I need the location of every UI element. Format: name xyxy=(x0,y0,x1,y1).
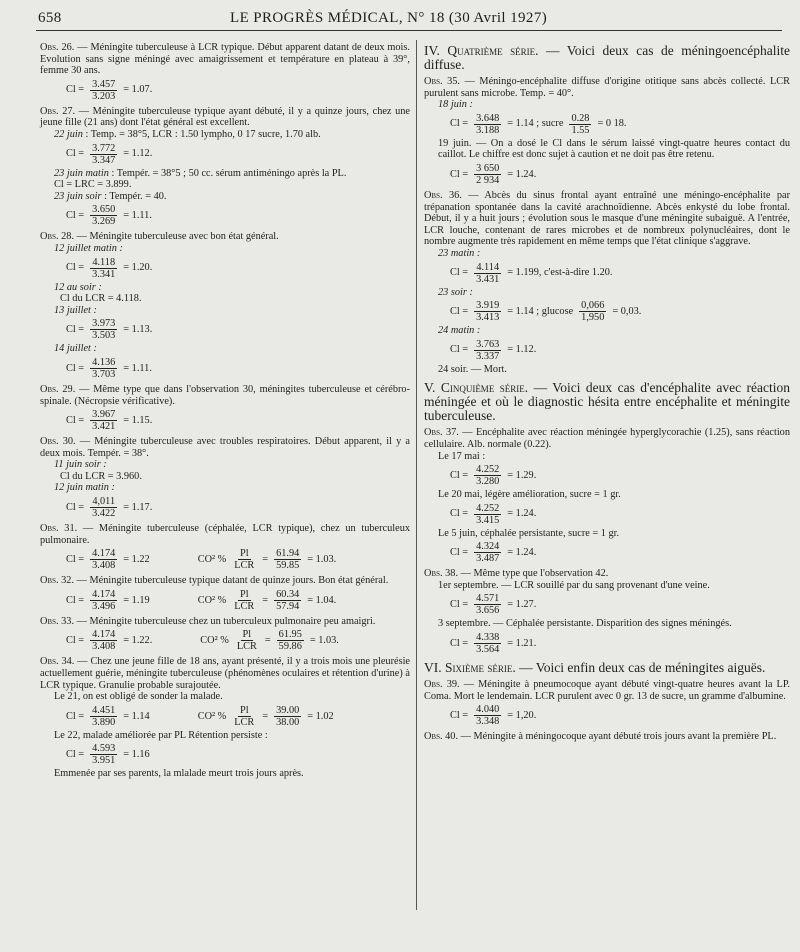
page-header xyxy=(0,4,800,28)
obs-38-line: 1er septembre. — LCR souillé par du sang provenant d'une veine. xyxy=(438,579,710,591)
obs-30-date: 12 juin matin : xyxy=(54,482,115,494)
obs-38-formula: Cl = $\frac{4.571}{3.656}$ = 1.27. xyxy=(450,593,537,617)
obs-37-line: Le 20 mai, légère amélioration, sucre = 1 gr. xyxy=(438,489,621,501)
obs-32-formula: Cl = $\frac{4.174}{3.496}$ = 1.19 CO² % $\frac{Pl}{\text{LCR}}$ = $\frac{60.34}{57.94}$ = 1.04. xyxy=(66,588,337,612)
obs-36-formula: Cl = $\frac{4.114}{3.431}$ = 1.199, c'est-à-dire 1.20. xyxy=(450,261,613,285)
obs-37-line: Le 5 juin, céphalée persistante, sucre = 1 gr. xyxy=(438,527,620,539)
obs-33-formula: Cl = $\frac{4.174}{3.408}$ = 1.22. CO² % $\frac{Pl}{\text{LCR}}$ = $\frac{61.95}{59.86}$ = 1.03. xyxy=(66,629,339,653)
obs-29-text: Obs. 29. — Même type que dans l'observation 30, méningites tuberculeuse et cérébro-spinale. (Nécropsie vérificative). xyxy=(40,383,410,407)
obs-34-line: Emmenée par ses parents, la mlalade meurt trois jours après. xyxy=(54,768,304,780)
obs-38-text: Obs. 38. — Même type que l'observation 42. xyxy=(424,568,609,580)
column-divider xyxy=(416,40,417,910)
obs-28-line: Cl du LCR = 4.118. xyxy=(60,293,142,305)
obs-36-line: 24 soir. — Mort. xyxy=(438,363,507,375)
obs-40-text: Obs. 40. — Méningite à méningocoque ayant débuté trois jours avant la première PL. xyxy=(424,731,777,743)
obs-39-text: Obs. 39. — Méningite à pneumocoque ayant débuté vingt-quatre heures avant la LP. Coma. Mort le lendemain. LCR purulent avec 0 gr. 13 de sucre, un gramme d'albumine. xyxy=(424,679,790,702)
obs-35-formula: Cl = $\frac{3.648}{3.188}$ = 1.14 ; sucre $\frac{0.28}{1.55}$ = 0 18. xyxy=(450,112,627,136)
obs-35-formula: Cl = $\frac{3 650}{2 934}$ = 1.24. xyxy=(450,162,537,186)
right-column xyxy=(424,38,790,743)
obs-26-text: Obs. 26. — Méningite tuberculeuse à LCR typique. Début apparent datant de deux mois. Evolution sans signe méningé avec amaigrissement et température en plateau à 39°, femme 30 ans. xyxy=(40,42,410,77)
obs-29-formula: Cl = $\frac{3.967}{3.421}$ = 1.15. xyxy=(66,409,153,433)
obs-34-line: Le 22, malade améliorée par PL Rétention persiste : xyxy=(54,729,268,741)
obs-34-formula: Cl = $\frac{4.593}{3.951}$ = 1.16 xyxy=(66,743,150,767)
obs-35-line: 19 juin. — On a dosé le Cl dans le sérum laissé vingt-quatre heures contact du caillot. Le chiffre est donc sujet à caution et ne doit pas être retenu. xyxy=(438,137,790,161)
obs-35-text: Obs. 35. — Méningo-encéphalite diffuse d'origine otitique sans abcès collecté. LCR purulent sans microbe. Temp. = 40°. xyxy=(424,76,790,99)
obs-31-formula: Cl = $\frac{4.174}{3.408}$ = 1.22 CO² % $\frac{Pl}{\text{LCR}}$ = $\frac{61.94}{59.85}$ = 1.03. xyxy=(66,548,337,572)
obs-36-date: 23 matin : xyxy=(438,247,481,259)
obs-28-text: Obs. 28. — Méningite tuberculeuse avec bon état général. xyxy=(40,231,279,243)
obs-38-line: 3 septembre. — Céphalée persistante. Disparition des signes méningés. xyxy=(438,618,732,630)
obs-26-formula: Cl = $\frac{3.457}{3.203}$ = 1.07. xyxy=(66,78,153,102)
header-rule xyxy=(36,30,782,31)
obs-37-formula: Cl = $\frac{4.324}{3.487}$ = 1.24. xyxy=(450,541,537,565)
obs-34-text: Obs. 34. — Chez une jeune fille de 18 ans, ayant présenté, il y a trois mois une pleurésie actuellement guérie, méningite tuberculeuse (phénomènes oculaires et rétention d'urine) à LCR typique. Granulie probable surajoutée. xyxy=(40,656,411,691)
obs-38-formula: Cl = $\frac{4.338}{3.564}$ = 1.21. xyxy=(450,632,537,656)
obs-37-date: Le 17 mai : xyxy=(438,450,486,462)
obs-27-line: 22 juin : Temp. = 38°5, LCR : 1.50 lympho, 0 17 sucre, 1.70 alb. xyxy=(54,128,321,140)
obs-34-formula: Cl = $\frac{4.451}{3.890}$ = 1.14 CO² % $\frac{Pl}{\text{LCR}}$ = $\frac{39.00}{38.00}$ = 1.02 xyxy=(66,704,334,728)
obs-31-text: Obs. 31. — Méningite tuberculeuse (céphalée, LCR typique), chez un tuberculeux pulmonaire. xyxy=(40,523,411,546)
page-number: 658 xyxy=(38,10,62,26)
obs-28-date: 13 juillet : xyxy=(54,304,97,316)
obs-27-formula-2: Cl = $\frac{3.650}{3.269}$ = 1.11. xyxy=(66,204,152,228)
obs-30-formula: Cl = $\frac{4,011}{3.422}$ = 1.17. xyxy=(66,496,153,520)
obs-33-text: Obs. 33. — Méningite tuberculeuse chez un tuberculeux pulmonaire peu amaigri. xyxy=(40,615,376,627)
obs-28-date: 12 au soir : xyxy=(54,281,102,293)
obs-27-line: 23 juin matin : Tempér. = 38°5 ; 50 cc. sérum antiméningo après la PL. xyxy=(54,167,347,179)
obs-27-formula-1: Cl = $\frac{3.772}{3.347}$ = 1.12. xyxy=(66,142,153,166)
obs-37-text: Obs. 37. — Encéphalite avec réaction méningée hyperglycorachie (1.25), sans réaction cellulaire. Alb. normale (0.22). xyxy=(424,427,790,450)
obs-32-text: Obs. 32. — Méningite tuberculeuse typique datant de quinze jours. Bon état général. xyxy=(40,575,389,587)
obs-35-date: 18 juin : xyxy=(438,99,473,111)
obs-37-formula: Cl = $\frac{4.252}{3.415}$ = 1.24. xyxy=(450,502,537,526)
section-4-heading: IV. Quatrième série. — Voici deux cas de méningoencéphalite diffuse. xyxy=(424,43,790,72)
obs-39-formula: Cl = $\frac{4.040}{3.348}$ = 1,20. xyxy=(450,704,537,728)
obs-30-date: 11 juin soir : xyxy=(54,459,107,471)
obs-28-date: 12 juillet matin : xyxy=(54,242,123,254)
obs-27-line: 23 juin soir : Tempér. = 40. xyxy=(54,190,167,202)
obs-36-date: 24 matin : xyxy=(438,325,481,337)
obs-36-date: 23 soir : xyxy=(438,286,473,298)
obs-30-line: Cl du LCR = 3.960. xyxy=(60,470,142,482)
obs-28-formula: Cl = $\frac{3.973}{3.503}$ = 1.13. xyxy=(66,318,153,342)
obs-27-text: Obs. 27. — Méningite tuberculeuse typique ayant débuté, il y a quinze jours, chez une jeune fille (21 ans) dont l'état général est excellent. xyxy=(40,105,411,129)
obs-27-line: Cl = LRC = 3.899. xyxy=(54,179,132,191)
journal-title: LE PROGRÈS MÉDICAL, N° 18 (30 Avril 1927) xyxy=(230,10,548,26)
obs-30-text: Obs. 30. — Méningite tuberculeuse avec troubles respiratoires. Début apparent, il y a deux mois. Tempér. = 38°. xyxy=(40,436,410,459)
obs-28-date: 14 juillet : xyxy=(54,343,97,355)
obs-37-formula: Cl = $\frac{4.252}{3.280}$ = 1.29. xyxy=(450,464,537,488)
obs-36-formula: Cl = $\frac{3.919}{3.413}$ = 1.14 ; glucose $\frac{0,066}{1,950}$ = 0,03. xyxy=(450,300,642,324)
obs-34-line: Le 21, on est obligé de sonder la malade. xyxy=(54,691,223,703)
section-5-heading: V. Cinquième série. — Voici deux cas d'encéphalite avec réaction méningée et où le diagnostic hésita entre encéphalite et méningite tuberculeuse. xyxy=(424,380,790,424)
obs-28-formula: Cl = $\frac{4.136}{3.703}$ = 1.11. xyxy=(66,356,152,380)
left-column xyxy=(40,38,410,780)
obs-36-formula: Cl = $\frac{3.763}{3.337}$ = 1.12. xyxy=(450,338,537,362)
section-6-heading: VI. Sixième série. — Voici enfin deux cas de méningites aiguës. xyxy=(424,660,766,676)
obs-28-formula: Cl = $\frac{4.118}{3.341}$ = 1.20. xyxy=(66,256,153,280)
obs-36-text: Obs. 36. — Abcès du sinus frontal ayant entraîné une méningo-encéphalite par trépanation spontanée dans la cavité arachnoïdienne. Abcès enkysté du lobe frontal. Début, il y a huit jours ; évolution sous le masque d'une méningite subaiguë. A l'entrée, LCR louche, contenant de rares microbes et de nombreux polynucléaires, dont le nombre augmente très rapidement en même temps que l'état clinique s'aggrave. xyxy=(424,189,790,248)
